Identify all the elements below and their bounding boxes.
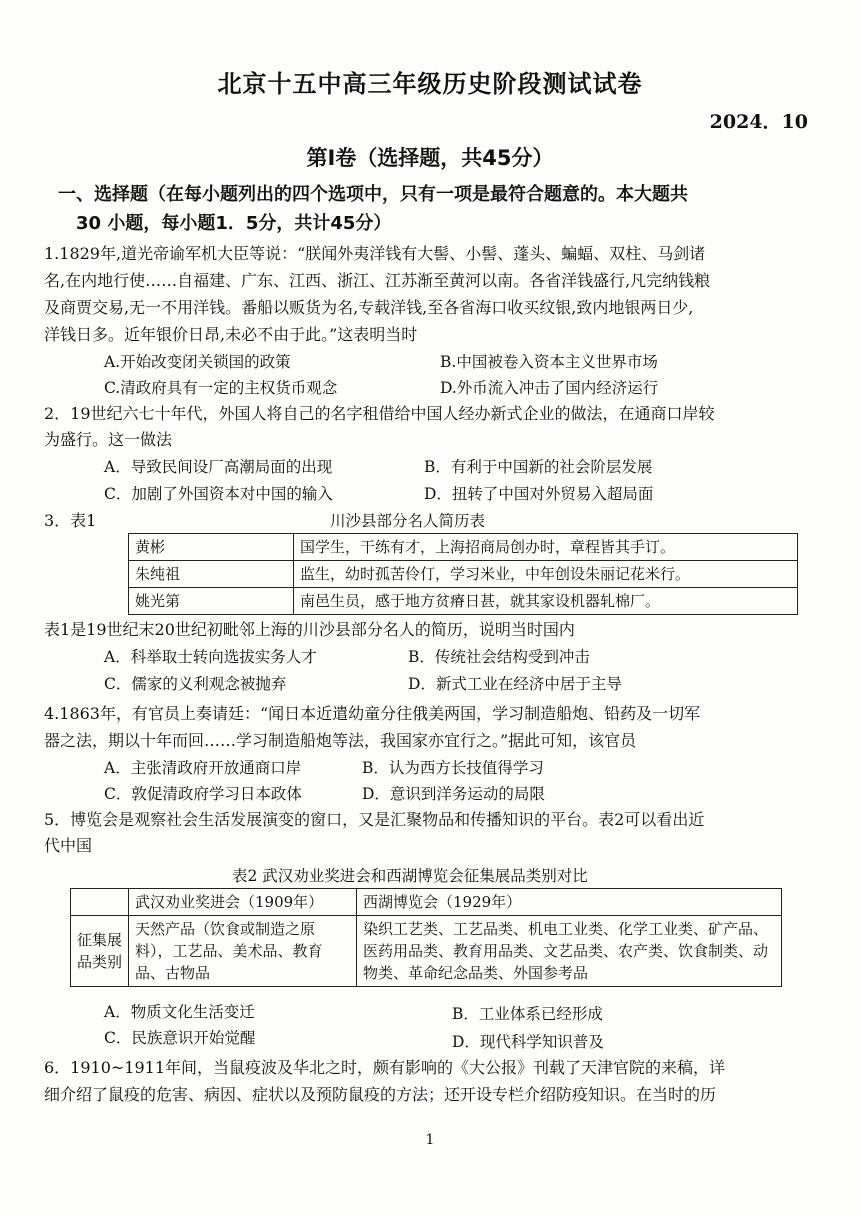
q3-option-a: A．科举取士转向选拔实务人才 bbox=[104, 648, 317, 666]
q1-stem-line: 1.1829年,道光帝谕军机大臣等说：“朕闻外夷洋钱有大髻、小髻、蓬头、蝙蝠、双柱、马剑诸 bbox=[44, 244, 706, 263]
q3-option-d: D．新式工业在经济中居于主导 bbox=[408, 675, 622, 693]
table-cell: 天然产品（饮食或制造之原料），工艺品、美术品、教育品、古物品 bbox=[129, 916, 357, 987]
exam-title: 北京十五中高三年级历史阶段测试试卷 bbox=[217, 70, 643, 98]
table-cell-desc: 南邑生员，感于地方贫瘠日甚，就其家设机器轧棉厂。 bbox=[294, 588, 798, 615]
q3-option-c: C．儒家的义利观念被抛弃 bbox=[104, 675, 287, 693]
table-row bbox=[71, 916, 782, 987]
q1-stem-line: 及商贾交易,无一不用洋钱。番船以贩货为名,专载洋钱,至各省海口收买纹银,致内地银两日少, bbox=[44, 298, 694, 317]
section-heading-line1: 一、选择题（在每小题列出的四个选项中，只有一项是最符合题意的。本大题共 bbox=[58, 184, 688, 205]
exam-date: 2024．10 bbox=[709, 111, 808, 133]
q6-stem-line: 6．1910~1911年间，当鼠疫波及华北之时，颇有影响的《大公报》刊载了天津官院的来稿，详 bbox=[44, 1058, 726, 1077]
table-row-label: 征集展品类别 bbox=[71, 916, 129, 987]
q5-option-a: A．物质文化生活变迁 bbox=[104, 1003, 255, 1021]
q6-stem-line: 细介绍了鼠疫的危害、病因、症状以及预防鼠疫的方法；还开设专栏介绍防疫知识。在当时的历 bbox=[44, 1085, 717, 1104]
q1-option-b: B.中国被卷入资本主义世界市场 bbox=[440, 353, 658, 371]
q3-label: 3．表1 bbox=[44, 511, 97, 530]
table-cell-name: 黄彬 bbox=[129, 534, 294, 561]
table-row bbox=[129, 561, 798, 588]
q1-stem-line: 名,在内地行使……自福建、广东、江西、浙江、江苏渐至黄河以南。各省洋钱盛行,凡完纳钱粮 bbox=[44, 271, 711, 290]
table-cell-name: 朱纯祖 bbox=[129, 561, 294, 588]
table-row bbox=[129, 588, 798, 615]
q5-table bbox=[70, 888, 782, 987]
q5-option-d: D．现代科学知识普及 bbox=[452, 1033, 604, 1051]
q4-option-b: B．认为西方长技值得学习 bbox=[362, 759, 544, 777]
table-header-cell: 西湖博览会（1929年） bbox=[357, 889, 782, 916]
q1-option-d: D.外币流入冲击了国内经济运行 bbox=[440, 379, 659, 397]
q2-stem-line: 为盛行。这一做法 bbox=[44, 430, 173, 449]
q2-option-b: B．有利于中国新的社会阶层发展 bbox=[424, 458, 653, 476]
q5-stem-line: 5．博览会是观察社会生活发展演变的窗口，又是汇聚物品和传播知识的平台。表2可以看出近 bbox=[44, 810, 705, 829]
q3-table bbox=[128, 533, 798, 615]
q3-table-title: 川沙县部分名人简历表 bbox=[330, 512, 486, 530]
q4-option-a: A．主张清政府开放通商口岸 bbox=[104, 759, 302, 777]
table-cell-desc: 监生，幼时孤苦伶仃，学习米业，中年创设朱丽记花米行。 bbox=[294, 561, 798, 588]
volume-heading: 第Ⅰ卷（选择题，共45分） bbox=[306, 146, 554, 170]
q2-option-d: D．扭转了中国对外贸易入超局面 bbox=[424, 485, 654, 503]
table-corner-cell bbox=[71, 889, 129, 916]
q4-option-c: C．敦促清政府学习日本政体 bbox=[104, 785, 302, 803]
table-header-cell: 武汉劝业奖进会（1909年） bbox=[129, 889, 357, 916]
page-number: 1 bbox=[425, 1132, 435, 1148]
q5-stem-line: 代中国 bbox=[44, 836, 93, 855]
q4-stem-line: 器之法，期以十年而回……学习制造船炮等法，我国家亦宜行之。”据此可知，该官员 bbox=[44, 731, 637, 750]
q5-option-c: C．民族意识开始觉醒 bbox=[104, 1029, 256, 1047]
q4-stem-line: 4.1863年，有官员上奏请廷：“闻日本近遣幼童分往俄美两国，学习制造船炮、铅药及一切军 bbox=[44, 704, 701, 723]
section-heading-line2: 30 小题，每小题1．5分，共计45分） bbox=[76, 213, 392, 234]
q1-stem-line: 洋钱日多。近年银价日昂,未必不由于此。”这表明当时 bbox=[44, 325, 418, 344]
q1-option-a: A.开始改变闭关锁国的政策 bbox=[104, 353, 291, 371]
table-cell-desc: 国学生，干练有才，上海招商局创办时，章程皆其手订。 bbox=[294, 534, 798, 561]
q2-stem-line: 2．19世纪六七十年代，外国人将自己的名字租借给中国人经办新式企业的做法，在通商口岸较 bbox=[44, 404, 715, 423]
q4-option-d: D．意识到洋务运动的局限 bbox=[362, 785, 545, 803]
q3-stem: 表1是19世纪末20世纪初毗邻上海的川沙县部分名人的简历，说明当时国内 bbox=[44, 620, 575, 639]
q5-option-b: B．工业体系已经形成 bbox=[452, 1005, 603, 1023]
q2-option-c: C．加剧了外国资本对中国的输入 bbox=[104, 485, 333, 503]
q3-option-b: B．传统社会结构受到冲击 bbox=[408, 648, 590, 666]
q5-table-title: 表2 武汉劝业奖进会和西湖博览会征集展品类别对比 bbox=[232, 867, 588, 885]
table-cell-name: 姚光第 bbox=[129, 588, 294, 615]
q1-option-c: C.清政府具有一定的主权货币观念 bbox=[104, 379, 338, 397]
table-row bbox=[71, 889, 782, 916]
table-cell: 染织工艺类、工艺品类、机电工业类、化学工业类、矿产品、医药用品类、教育用品类、文艺品类、农产类、饮食制类、动物类、革命纪念品类、外国参考品 bbox=[357, 916, 782, 987]
table-row bbox=[129, 534, 798, 561]
q2-option-a: A．导致民间设厂高潮局面的出现 bbox=[104, 458, 333, 476]
